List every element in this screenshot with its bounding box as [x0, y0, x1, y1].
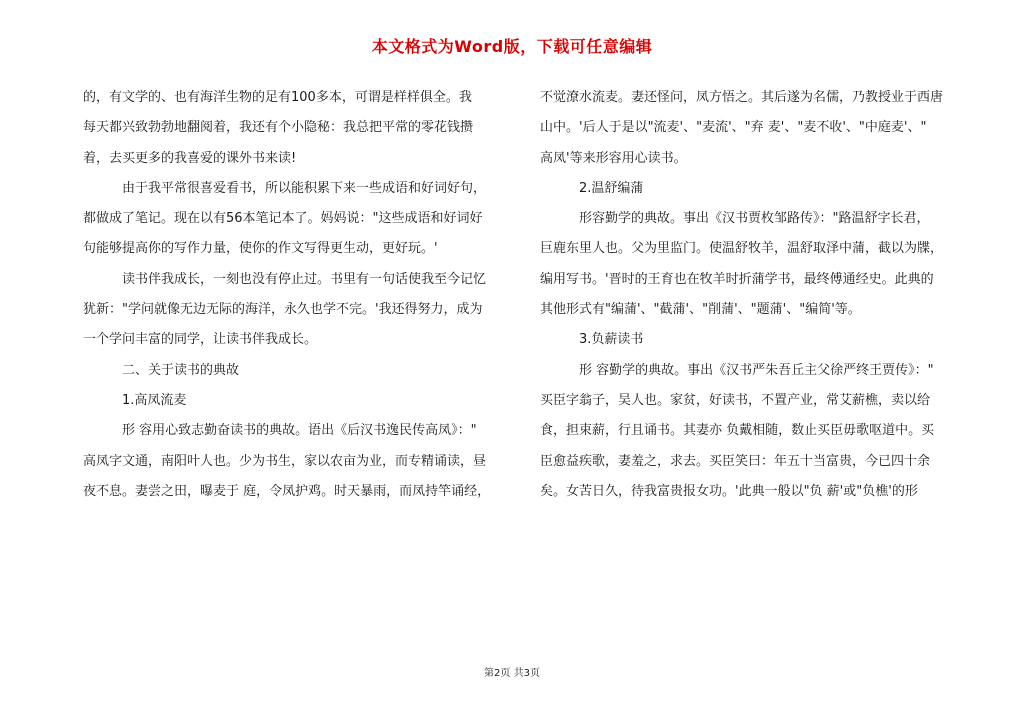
text-line: 食，担束薪，行且诵书。其妻亦 负戴相随，数止买臣毋歌呕道中。买: [540, 423, 935, 439]
text-line: 其他形式有"编蒲'、"截蒲'、"削蒲'、"题蒲'、"编简'等。: [540, 302, 861, 318]
left-text-column: [83, 83, 503, 507]
text-line: 高凤'等来形容用心读书。: [540, 150, 687, 166]
text-line: 形 容勤学的典故。事出《汉书严朱吾丘主父徐严终王贾传》：": [579, 362, 934, 378]
text-line: 编用写书。'晋时的王育也在牧羊时折蒲学书，最终傅通经史。此典的: [540, 271, 934, 287]
text-line: 山中。'后人于是以"流麦'、"麦流'、"弃 麦'、"麦不收'、"中庭麦'、": [540, 120, 927, 136]
text-line: 着，去买更多的我喜爱的课外书来读!: [83, 150, 297, 166]
text-line: 每天都兴致勃勃地翻阅着，我还有个小隐秘：我总把平常的零花钱攒: [83, 120, 474, 136]
text-line: 句能够提高你的写作力量，使你的作文写得更生动，更好玩。': [83, 241, 438, 257]
text-line: 买臣字翁子，吴人也。家贫，好读书，不置产业，常艾薪樵，卖以给: [540, 392, 931, 408]
text-line: 不觉潦水流麦。妻还怪问，凤方悟之。其后遂为名儒，乃教授业于西唐: [540, 90, 944, 105]
text-line: 矣。女苦日久，待我富贵报女功。'此典一般以"负 薪'或"负樵'的形: [540, 483, 918, 499]
text-line: 一个学问丰富的同学，让读书伴我成长。: [83, 332, 318, 348]
text-line: 由于我平常很喜爱看书，所以能积累下来一些成语和好词好句，: [122, 180, 487, 196]
text-line: 犹新："学问就像无边无际的海洋，永久也学不完。'我还得努力，成为: [83, 302, 483, 318]
text-line: 都做成了笔记。现在以有56本笔记本了。妈妈说："这些成语和好词好: [83, 211, 483, 227]
text-line: 夜不息。妻尝之田，曝麦于 庭，令凤护鸡。时天暴雨，而凤持竿诵经，: [83, 483, 491, 499]
text-line: 巨鹿东里人也。父为里监门。使温舒牧羊，温舒取泽中蒲，截以为牒，: [540, 241, 944, 257]
text-line: 3.负薪读书: [579, 332, 644, 348]
text-line: 1.高凤流麦: [122, 392, 187, 408]
text-line: 二、关于读书的典故: [122, 362, 240, 378]
text-line: 形 容用心致志勤奋读书的典故。语出《后汉书逸民传高凤》：": [122, 423, 477, 439]
text-line: 形容勤学的典故。事出《汉书贾枚邹路传》："路温舒字长君，: [579, 211, 930, 227]
text-line: 高凤字文通，南阳叶人也。少为书生，家以农亩为业，而专精诵读，昼: [83, 453, 487, 469]
text-line: 2.温舒编蒲: [579, 180, 644, 196]
text-line: 读书伴我成长，一刻也没有停止过。书里有一句话使我至今记忆: [122, 271, 487, 287]
document-header-title: 本文格式为Word版，下载可任意编辑: [371, 37, 653, 56]
right-text-column: [540, 83, 960, 507]
text-line: 臣愈益疾歌，妻羞之，求去。买臣笑曰：年五十当富贵，今已四十余: [540, 453, 931, 469]
page-number-footer: 第2页 共3页: [484, 668, 540, 679]
text-line: 的，有文学的、也有海洋生物的足有100多本，可谓是样样俱全。我: [83, 90, 472, 105]
